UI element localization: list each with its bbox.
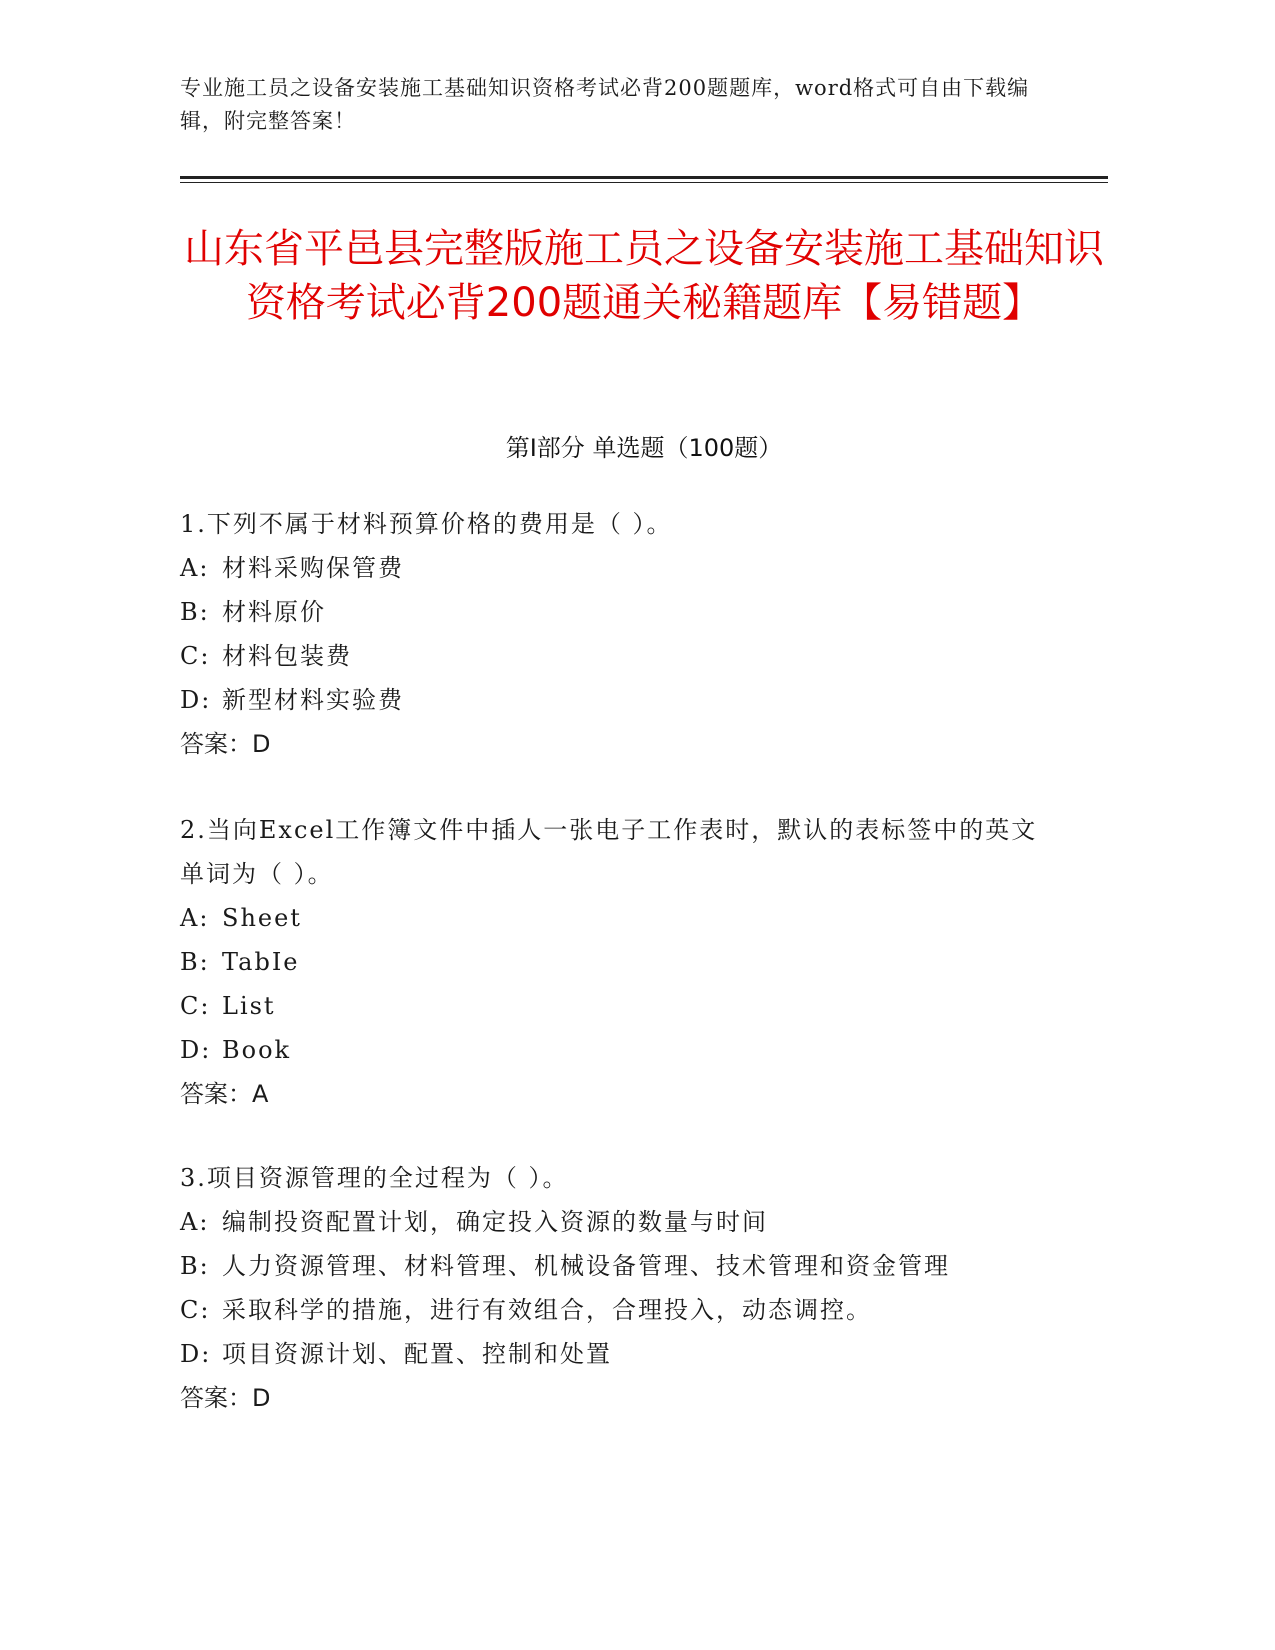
option-key: B: <box>180 1252 210 1280</box>
option-text: TabIe <box>222 948 300 976</box>
question-1 <box>180 502 1060 766</box>
option-c <box>180 984 1060 1028</box>
question-stem: 3.项目资源管理的全过程为（ ）。 <box>180 1164 569 1192</box>
question-stem: 1.下列不属于材料预算价格的费用是（ ）。 <box>180 510 673 538</box>
header-rule-thick <box>180 176 1108 179</box>
option-text: 采取科学的措施，进行有效组合，合理投入，动态调控。 <box>222 1296 872 1324</box>
option-key: C: <box>180 1296 211 1324</box>
option-key: A: <box>180 554 210 582</box>
option-text: Sheet <box>222 904 302 932</box>
option-a <box>180 896 1060 940</box>
option-key: D: <box>180 1036 212 1064</box>
section-heading: 第Ⅰ部分 单选题（100题） <box>505 434 783 462</box>
question-2 <box>180 808 1060 1116</box>
question-3 <box>180 1156 1060 1420</box>
option-text: List <box>222 992 276 1020</box>
option-b <box>180 590 1060 634</box>
option-c <box>180 1288 1060 1332</box>
option-a <box>180 546 1060 590</box>
option-key: C: <box>180 992 211 1020</box>
option-text: 人力资源管理、材料管理、机械设备管理、技术管理和资金管理 <box>222 1252 950 1280</box>
option-b <box>180 940 1060 984</box>
option-d <box>180 1332 1060 1376</box>
option-text: 材料采购保管费 <box>222 554 404 582</box>
answer: 答案：D <box>180 1384 271 1412</box>
document-title: 山东省平邑县完整版施工员之设备安装施工基础知识资格考试必背200题通关秘籍题库【易错题】 <box>184 226 1104 326</box>
answer: 答案：A <box>180 1080 269 1108</box>
option-key: A: <box>180 1208 210 1236</box>
option-b <box>180 1244 1060 1288</box>
option-text: Book <box>222 1036 292 1064</box>
question-stem: 2.当向Excel工作簿文件中插人一张电子工作表时，默认的表标签中的英文单词为（ ）。 <box>180 816 1038 888</box>
option-key: B: <box>180 948 210 976</box>
header-note: 专业施工员之设备安装施工基础知识资格考试必背200题题库，word格式可自由下载编辑，附完整答案！ <box>180 76 1030 133</box>
option-c <box>180 634 1060 678</box>
option-key: A: <box>180 904 210 932</box>
option-key: D: <box>180 686 212 714</box>
option-text: 项目资源计划、配置、控制和处置 <box>222 1340 612 1368</box>
option-key: C: <box>180 642 211 670</box>
option-a <box>180 1200 1060 1244</box>
option-d <box>180 678 1060 722</box>
option-key: D: <box>180 1340 212 1368</box>
header-rule-thin <box>180 182 1108 183</box>
option-text: 材料原价 <box>222 598 326 626</box>
option-d <box>180 1028 1060 1072</box>
option-text: 编制投资配置计划，确定投入资源的数量与时间 <box>222 1208 768 1236</box>
answer: 答案：D <box>180 730 271 758</box>
option-text: 材料包装费 <box>222 642 352 670</box>
option-key: B: <box>180 598 210 626</box>
option-text: 新型材料实验费 <box>222 686 404 714</box>
